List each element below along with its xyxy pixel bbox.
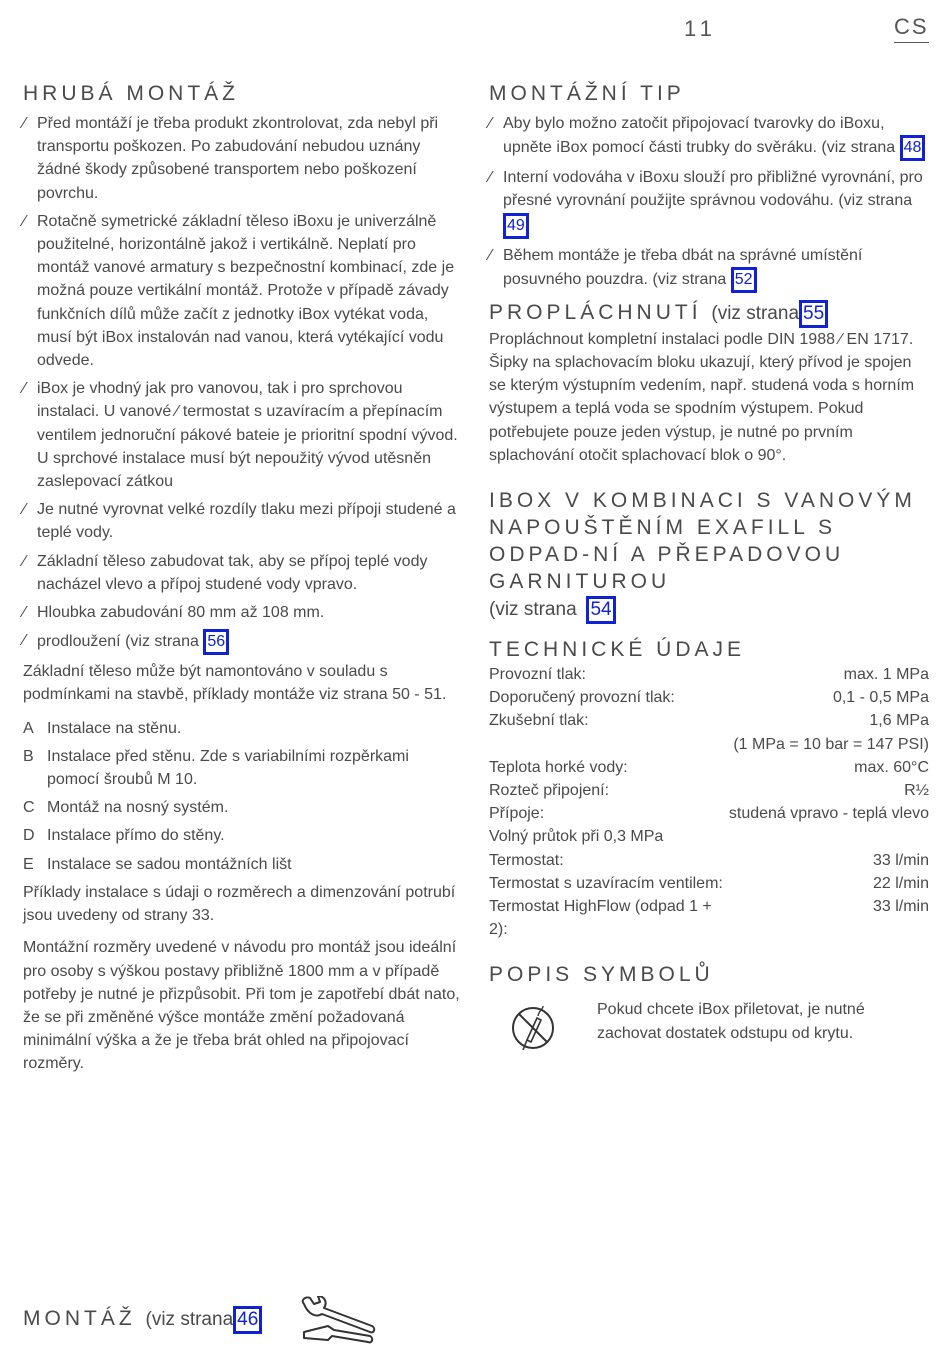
heading-ref-text: (viz strana (489, 599, 577, 621)
heading-hruba-montaz: HRUBÁ MONTÁŽ (23, 82, 239, 105)
list-item (489, 244, 929, 293)
wrench-screwdriver-icon (298, 1296, 378, 1346)
spec-label: Provozní tlak: (489, 666, 586, 684)
tech-data-table (489, 663, 929, 941)
list-item: ⁄ Před montáží je třeba produkt zkontrolovat, zda nebyl při transportu poškozen. Po zabudování nebudou uznány žádné škody způsobené transportem nebo poškození povrchu. (23, 112, 463, 205)
list-item (23, 717, 463, 740)
spec-label: Rozteč připojení: (489, 782, 610, 800)
list-item: ⁄ Hloubka zabudování 80 mm až 108 mm. (23, 601, 463, 624)
table-row (489, 733, 929, 756)
list-item (23, 824, 463, 847)
item-text: Interní vodováha v iBoxu slouží pro přibližné vyrovnání, pro přesné vyrovnání použijte správnou vodováhu. (viz strana (503, 169, 923, 210)
item-text: Instalace se sadou montážních lišt (47, 855, 292, 873)
spec-label: Termostat: (489, 851, 564, 869)
list-item (23, 796, 463, 819)
paragraph: Základní těleso může být namontováno v souladu s podmínkami na stavbě, příklady montáže viz strana 50 - 51. (23, 663, 447, 704)
spec-value: studená vpravo - teplá vlevo (728, 805, 929, 823)
hruba-list (23, 112, 463, 655)
heading-ref-text: (viz strana (711, 302, 800, 324)
left-column (23, 80, 463, 1076)
table-row (489, 686, 929, 709)
spec-value (729, 825, 929, 848)
right-column (489, 80, 929, 1058)
heading-popis-symbolu: POPIS SYMBOLŮ (489, 963, 714, 987)
no-soldering-icon (503, 998, 563, 1058)
heading-ref-text: (viz strana (145, 1309, 234, 1330)
table-row (489, 779, 929, 802)
paragraph: Příklady instalace s údaji o rozměrech a dimenzování potrubí jsou uvedeny od strany 33. (23, 883, 456, 925)
page-number: 11 (684, 16, 717, 41)
language-code: CS (894, 14, 929, 43)
page-ref-link[interactable]: 49 (503, 213, 529, 239)
spec-label (489, 733, 729, 756)
item-text: Instalace před stěnu. Zde s variabilními rozpěrkami pomocí šroubů M 10. (47, 747, 409, 789)
item-letter: B (23, 747, 34, 765)
paragraph: Montážní rozměry uvedené v návodu pro montáž jsou ideální pro osoby s výškou postavy přibližně 1800 mm a v případě potřeby je nutné je přizpůsobit. Při tom je zapotřebí dbát nato, že se při změněné výšce montáže změní požadovaná minimální výška a že je třeba brát ohled na připojovací rozměry. (23, 939, 460, 1073)
heading-ibox-kombinace (489, 487, 929, 624)
heading-proplachnuti (489, 299, 929, 328)
heading-text: MONTÁŽ (23, 1307, 136, 1330)
heading-text: PROPLÁCHNUTÍ (489, 300, 702, 324)
list-item: ⁄ iBox je vhodný jak pro vanovou, tak i pro sprchovou instalaci. U vanové ⁄ termostat s uzavíracím a přepínacím ventilem jednoruční pákové bateie je prioritní spodní vývod. U sprchové instalace musí být nepoužitý vývod utěsněn zaslepovací zátkou (23, 377, 463, 493)
spec-value: 0,1 - 0,5 MPa (832, 689, 929, 707)
item-letter: D (23, 827, 35, 845)
list-item: ⁄ Základní těleso zabudovat tak, aby se přípoj teplé vody nacházel vlevo a přípoj studené vody vpravo. (23, 550, 463, 596)
heading-text: IBOX V KOMBINACI S VANOVÝM NAPOUŠTĚNÍM EXAFILL S ODPAD-NÍ A PŘEPADOVOU GARNITUROU (489, 489, 916, 594)
table-row (489, 709, 929, 732)
spec-value: 1,6 MPa (869, 712, 929, 730)
spec-value: 22 l/min (872, 874, 929, 892)
list-item (23, 853, 463, 876)
table-row (489, 895, 929, 941)
item-text: Aby bylo možno zatočit připojovací tvarovky do iBoxu, upněte iBox pomocí části trubky do svěráku. (viz strana (503, 115, 896, 157)
table-row (489, 872, 929, 895)
installation-types-list (23, 717, 463, 876)
page-ref-link[interactable]: 52 (731, 267, 757, 293)
table-row (489, 663, 929, 686)
item-text: Montáž na nosný systém. (47, 799, 229, 817)
spec-value: max. 1 MPa (843, 666, 929, 684)
symbol-row (489, 998, 929, 1058)
spec-label: Zkušební tlak: (489, 712, 589, 730)
spec-label: Teplota horké vody: (489, 758, 628, 776)
list-item: ⁄ Je nutné vyrovnat velké rozdíly tlaku mezi přípoji studené a teplé vody. (23, 498, 463, 544)
spec-value: max. 60°C (854, 758, 929, 776)
paragraph: Propláchnout kompletní instalaci podle DIN 1988 ⁄ EN 1717. Šipky na splachovacím bloku ukazují, který přívod je spojen se kterým výstupním vedením, např. studená voda s horním výstupem a teplá voda se spodním výstupem. Pokud potřebujete pouze jeden výstup, je nutné po prvním splachování otočit splachovací blok o 90°. (489, 330, 915, 464)
page-ref-link[interactable]: 55 (799, 300, 828, 328)
extension-text: prodloužení (viz strana (37, 633, 199, 651)
spec-value: 33 l/min (872, 851, 929, 869)
list-item (489, 112, 929, 161)
page-ref-link[interactable]: 46 (233, 1306, 262, 1334)
heading-montazni-tip: MONTÁŽNÍ TIP (489, 82, 685, 105)
table-row (489, 802, 929, 825)
spec-label: Přípoje: (489, 805, 545, 823)
heading-technicke-udaje: TECHNICKÉ ÚDAJE (489, 638, 746, 662)
spec-value: 33 l/min (872, 898, 929, 916)
spec-label: Doporučený provozní tlak: (489, 689, 675, 707)
item-letter: C (23, 799, 35, 817)
table-row (489, 825, 929, 848)
table-row (489, 756, 929, 779)
tip-list (489, 112, 929, 293)
item-letter: E (23, 855, 34, 873)
heading-montaz (23, 1305, 262, 1334)
page-ref-link[interactable]: 54 (586, 596, 615, 624)
item-text: Instalace na stěnu. (47, 719, 182, 737)
table-row (489, 849, 929, 872)
spec-label: Termostat HighFlow (odpad 1 + 2): (489, 898, 712, 939)
spec-value: (1 MPa = 10 bar = 147 PSI) (733, 735, 929, 753)
spec-label: Volný průtok při 0,3 MPa (489, 828, 664, 846)
list-item (23, 629, 463, 655)
item-letter: A (23, 719, 34, 737)
spec-value: R½ (904, 782, 929, 800)
symbol-description: Pokud chcete iBox přiletovat, je nutné zachovat dostatek odstupu od krytu. (597, 1001, 865, 1042)
spec-label: Termostat s uzavíracím ventilem: (489, 874, 723, 892)
list-item (23, 745, 463, 791)
item-text: Během montáže je třeba dbát na správné umístění posuvného pouzdra. (viz strana (503, 246, 863, 288)
list-item: ⁄ Rotačně symetrické základní těleso iBoxu je univerzálně použitelné, horizontálně jakož i vertikálně. Neplatí pro montáž vanové armatury s bezpečnostní kombinací, zde je možná pouze vertikální montáž. Protože v případě závady funkčních dílů může začít z jednotky iBox vytékat voda, musí být iBox instalován nad vanou, která vytékající vodu odvede. (23, 210, 463, 372)
page-ref-link[interactable]: 48 (900, 135, 926, 161)
list-item (489, 166, 929, 238)
page-ref-link[interactable]: 56 (203, 629, 229, 655)
item-text: Instalace přímo do stěny. (47, 827, 225, 845)
